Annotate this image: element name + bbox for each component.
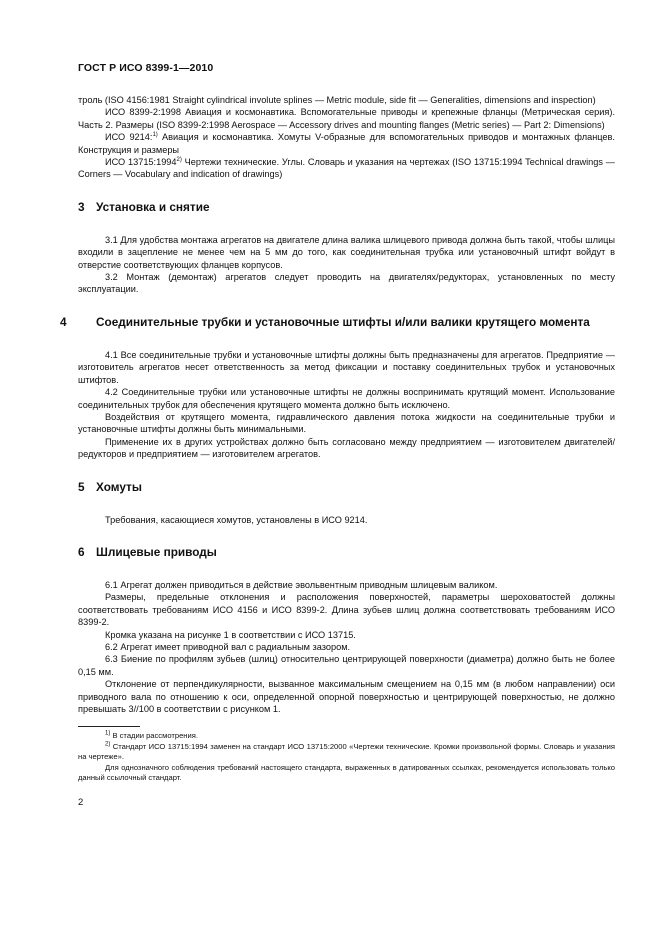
footnote-marker: 1) bbox=[152, 132, 158, 139]
footnote-marker: 2) bbox=[105, 741, 111, 748]
document-header: ГОСТ Р ИСО 8399-1—2010 bbox=[78, 62, 214, 74]
section-heading bbox=[78, 200, 615, 215]
body-paragraph: Размеры, предельные отклонения и расположения поверхностей, параметры шероховатостей должны соответствовать требованиям ИСО 4156 и ИСО 8399-2. Длина зубьев шлиц должна соответствовать требованиям ИСО 8399-2. bbox=[78, 592, 615, 628]
body-paragraph: 3.1 Для удобства монтажа агрегатов на двигателе длина валика шлицевого привода должна быть такой, чтобы шлицы входили в зацепление не менее чем на 5 мм до того, как соединительная трубка или установочный штифт войдут в отверстие соответствующих фланцев корпусов. bbox=[78, 234, 615, 270]
ref-paragraph bbox=[78, 131, 615, 156]
section-number: 6 bbox=[78, 544, 85, 559]
section-title: Соединительные трубки и установочные штифты и/или валики крутящего момента bbox=[96, 314, 590, 329]
footnotes bbox=[78, 731, 615, 783]
ref-text: ИСО 9214: bbox=[105, 132, 153, 143]
footnote-divider bbox=[78, 726, 140, 727]
body-paragraph: Кромка указана на рисунке 1 в соответствии с ИСО 13715. bbox=[105, 629, 356, 640]
footnote bbox=[78, 742, 615, 763]
section-heading bbox=[78, 480, 615, 495]
body-paragraph: 4.2 Соединительные трубки или установочные штифты не должны воспринимать крутящий момент. Использование соединительных трубок для обеспечения крутящего момента должно быть исключено. bbox=[78, 387, 615, 410]
footnote-text: Стандарт ИСО 13715:1994 заменен на стандарт ИСО 13715:2000 «Чертежи технические. Кромки произвольной формы. Словарь и указания на чертеже». bbox=[78, 741, 615, 762]
ref-text: ИСО 13715:1994 bbox=[105, 157, 177, 168]
section-number: 5 bbox=[78, 479, 85, 494]
footnote-text: В стадии рассмотрения. bbox=[110, 731, 198, 741]
body-paragraph: Применение их в других устройствах должно быть согласовано между предприятием — изготовителем двигателей/редукторов и предприятием — изготовителем агрегатов. bbox=[78, 436, 615, 460]
ref-paragraph bbox=[78, 156, 615, 181]
footnote-marker: 2) bbox=[176, 156, 182, 163]
ref-text: Авиация и космонавтика. Хомуты V-образные для вспомогательных приводов и монтажных фланцев. Конструкция и размеры bbox=[78, 132, 615, 155]
footnote bbox=[78, 731, 615, 741]
body-paragraph: 3.2 Монтаж (демонтаж) агрегатов следует проводить на двигателях/редукторах, установленных по месту эксплуатации. bbox=[78, 272, 615, 295]
section-title: Хомуты bbox=[96, 479, 142, 494]
body-paragraph: 4.1 Все соединительные трубки и установочные штифты должны быть предназначены для агрегатов. Предприятие — изготовитель агрегатов несет ответственность за метод фиксации и поставку соединительных трубок и установочных штифтов. bbox=[78, 349, 615, 385]
section-number: 3 bbox=[78, 199, 85, 214]
section-heading bbox=[78, 545, 615, 560]
body-paragraph: Воздействия от крутящего момента, гидравлического давления потока жидкости на соединительные трубки и установочные штифты должны быть минимальными. bbox=[78, 411, 615, 435]
section-title: Шлицевые приводы bbox=[96, 544, 217, 559]
body-paragraph: Требования, касающиеся хомутов, установлены в ИСО 9214. bbox=[105, 514, 368, 525]
body-paragraph: 6.2 Агрегат имеет приводной вал с радиальным зазором. bbox=[105, 641, 351, 652]
footnote: Для однозначного соблюдения требований настоящего стандарта, выраженных в датированных ссылках, рекомендуется использовать только данный ссылочный стандарт. bbox=[78, 762, 615, 783]
document-page bbox=[60, 62, 615, 809]
body-paragraph: Отклонение от перпендикулярности, вызванное максимальным смещением на 0,15 мм (в любом направлении) оси приводного вала по отношению к оси, определенной опорной поверхностью и центрирующей поверхностью, не должно превышать 3//100 в соответствии с рисунком 1. bbox=[78, 679, 615, 714]
section-number: 4 bbox=[60, 314, 67, 329]
page-number: 2 bbox=[78, 797, 84, 809]
ref-paragraph: троль (ISO 4156:1981 Straight cylindrical involute splines — Metric module, side fit — Generalities, dimensions and inspection) bbox=[78, 95, 596, 105]
ref-paragraph: ИСО 8399-2:1998 Авиация и космонавтика. Вспомогательные приводы и крепежные фланцы (Метрическая серия). Часть 2. Размеры (ISO 8399-2:1998 Aerospace — Accessory drives and mounting flanges (Metric series) — Part 2: Dimensions) bbox=[78, 107, 615, 130]
section-heading bbox=[60, 314, 615, 330]
ref-text: Чертежи технические. Углы. Словарь и указания на чертежах (ISO 13715:1994 Technical drawings — Corners — Vocabulary and indication of drawings) bbox=[78, 157, 615, 180]
body-paragraph: 6.1 Агрегат должен приводиться в действие эвольвентным приводным шлицевым валиком. bbox=[105, 579, 498, 590]
footnote-marker: 1) bbox=[105, 730, 111, 737]
body-paragraph: 6.3 Биение по профилям зубьев (шлиц) относительно центрирующей поверхности (диаметра) должно быть не более 0,15 мм. bbox=[78, 654, 615, 677]
section-title: Установка и снятие bbox=[96, 199, 210, 214]
